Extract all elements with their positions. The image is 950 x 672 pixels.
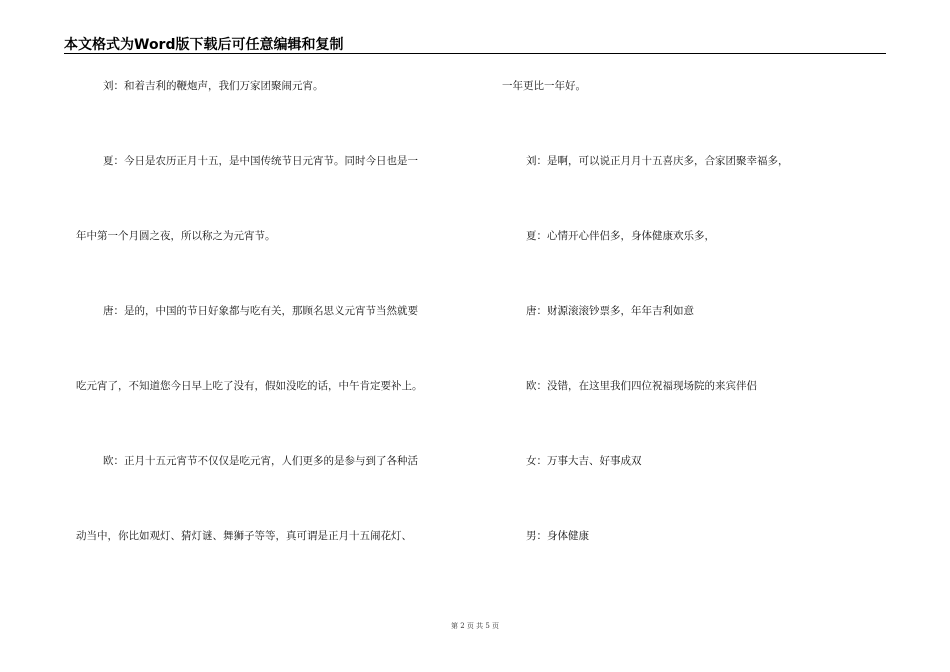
right-line-3: 夏：心情开心伴侣多，身体健康欢乐多， <box>526 230 715 242</box>
right-line-2: 刘：是啊，可以说正月月十五喜庆多，合家团聚幸福多， <box>526 155 789 167</box>
right-line-1: 一年更比一年好。 <box>502 80 586 92</box>
left-line-1: 刘：和着吉利的鞭炮声，我们万家团聚闹元宵。 <box>103 80 324 92</box>
right-line-5: 欧：没错，在这里我们四位祝福现场院的来宾伴侣 <box>526 380 757 392</box>
left-line-2: 夏：今日是农历正月十五，是中国传统节日元宵节。同时今日也是一 <box>103 155 418 167</box>
left-line-7: 动当中，你比如观灯、猜灯谜、舞狮子等等，真可谓是正月十五闹花灯、 <box>76 530 412 542</box>
page-footer: 第 2 页 共 5 页 <box>450 622 500 630</box>
right-line-4: 唐：财源滚滚钞票多，年年吉利如意 <box>526 305 694 317</box>
left-line-6: 欧：正月十五元宵节不仅仅是吃元宵，人们更多的是参与到了各种活 <box>103 455 418 467</box>
header-title: 本文格式为Word版下载后可任意编辑和复制 <box>64 37 344 53</box>
left-line-3: 年中第一个月圆之夜，所以称之为元宵节。 <box>76 230 276 242</box>
header-divider <box>64 53 886 54</box>
right-line-7: 男：身体健康 <box>526 530 589 542</box>
page-header <box>64 36 886 54</box>
left-line-5: 吃元宵了，不知道您今日早上吃了没有，假如没吃的话，中午肯定要补上。 <box>76 380 423 392</box>
right-line-6: 女：万事大吉、好事成双 <box>526 455 642 467</box>
left-line-4: 唐：是的，中国的节日好象都与吃有关，那顾名思义元宵节当然就要 <box>103 305 418 317</box>
